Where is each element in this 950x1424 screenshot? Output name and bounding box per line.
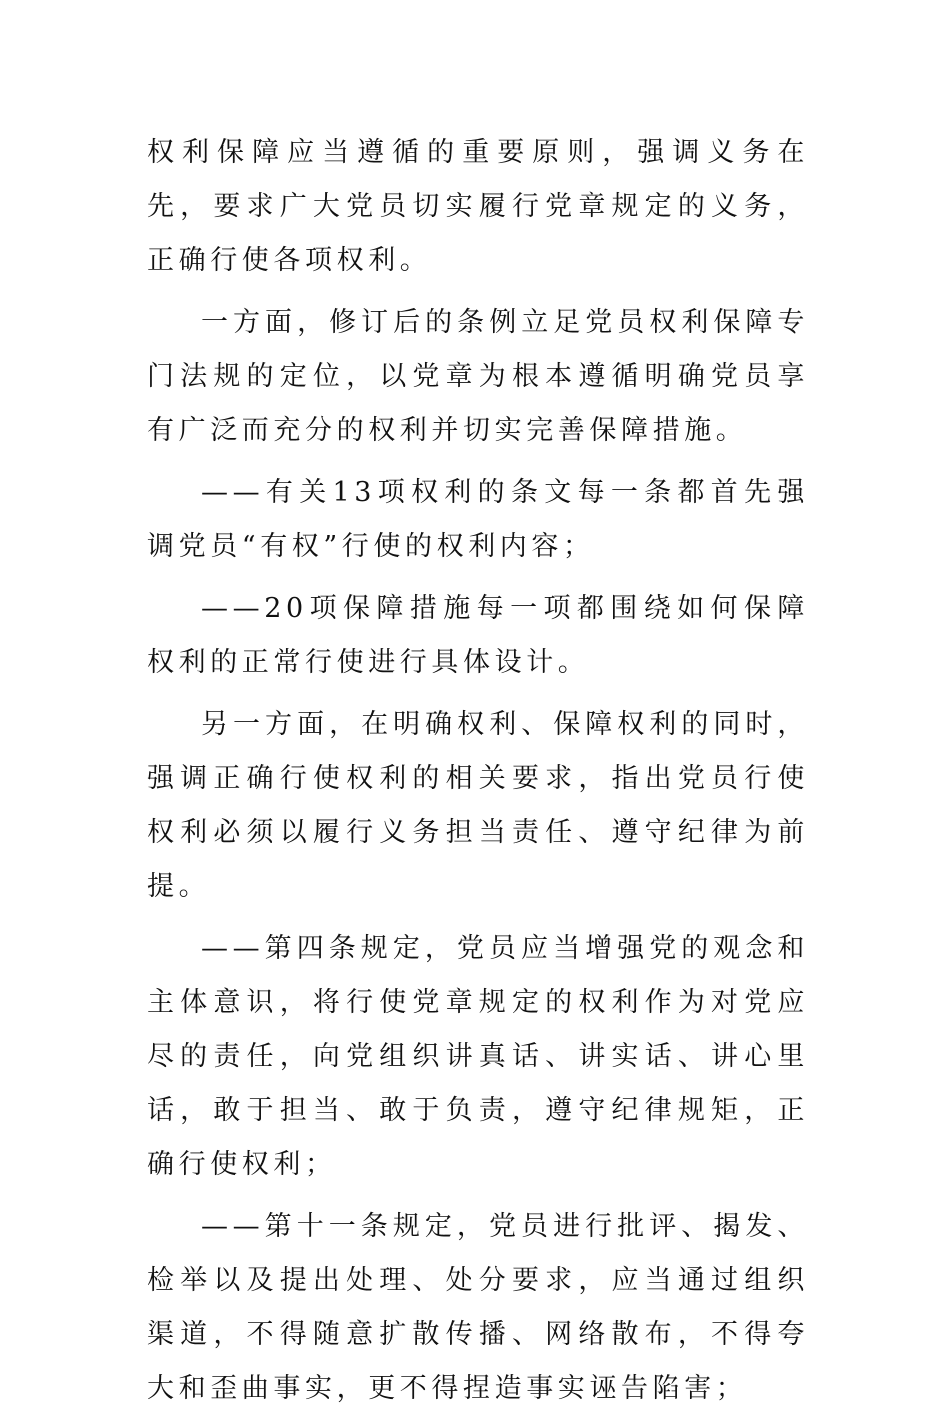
paragraph-2: 一方面，修订后的条例立足党员权利保障专门法规的定位，以党章为根本遵循明确党员享有广泛而充分的权利并切实完善保障措施。 [147,307,809,446]
paragraph-6: ——第四条规定，党员应当增强党的观念和主体意识，将行使党章规定的权利作为对党应尽的责任，向党组织讲真话、讲实话、讲心里话，敢于担当、敢于负责，遵守纪律规矩，正确行使权利； [147,933,809,1180]
paragraph-3: ——有关13项权利的条文每一条都首先强调党员“有权”行使的权利内容； [147,477,809,562]
document-body [147,126,809,1424]
paragraph-1: 权利保障应当遵循的重要原则，强调义务在先，要求广大党员切实履行党章规定的义务，正确行使各项权利。 [147,137,809,276]
paragraph-4: ——20项保障措施每一项都围绕如何保障权利的正常行使进行具体设计。 [147,593,809,678]
paragraph-5: 另一方面，在明确权利、保障权利的同时，强调正确行使权利的相关要求，指出党员行使权利必须以履行义务担当责任、遵守纪律为前提。 [147,709,809,902]
paragraph-7: ——第十一条规定，党员进行批评、揭发、检举以及提出处理、处分要求，应当通过组织渠道，不得随意扩散传播、网络散布，不得夸大和歪曲事实，更不得捏造事实诬告陷害； [147,1211,809,1404]
